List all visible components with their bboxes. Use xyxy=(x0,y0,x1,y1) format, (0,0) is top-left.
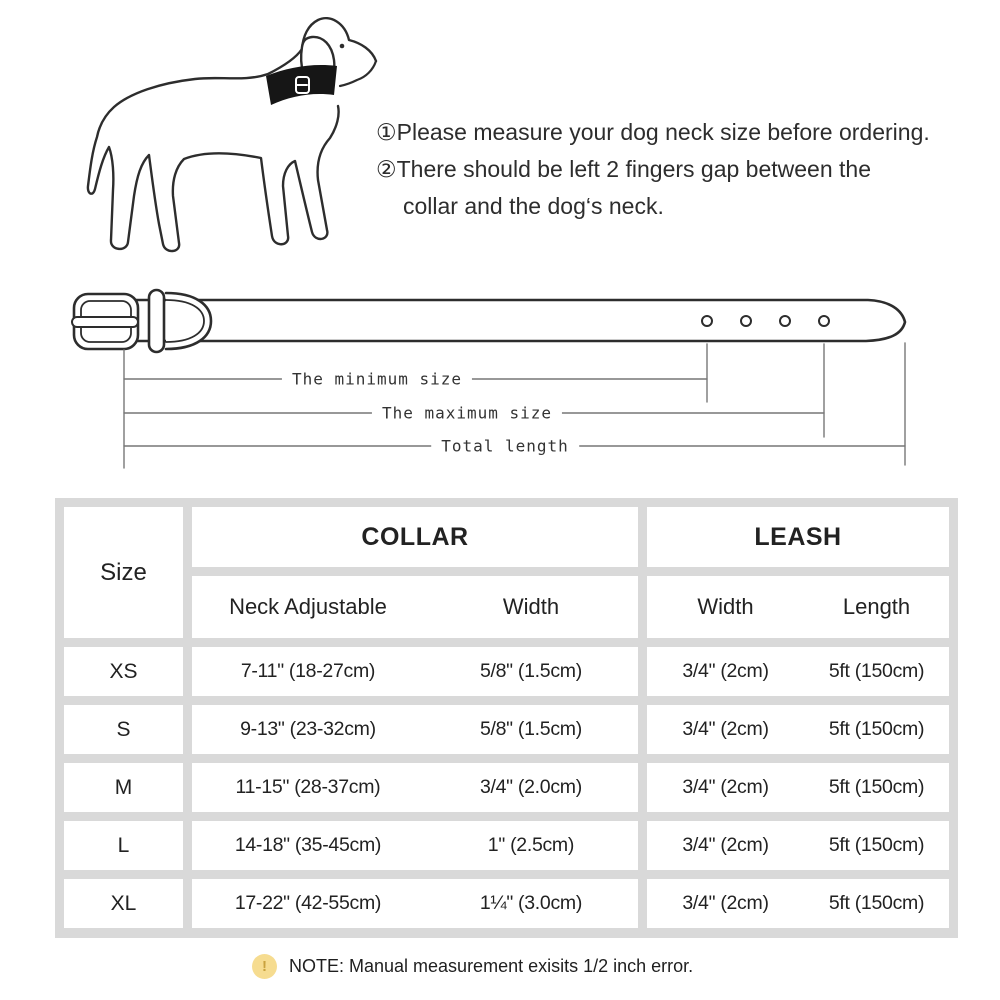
collar-buckle-prong xyxy=(72,317,138,327)
row-l-neck: 14-18" (35-45cm) xyxy=(234,834,382,856)
exclamation-icon: ! xyxy=(252,954,277,979)
subheader-collar xyxy=(192,576,638,638)
label-total-length: Total length xyxy=(431,437,579,456)
subheader-collar-width: Width xyxy=(502,594,560,619)
row-s-leash xyxy=(647,705,949,754)
row-xl-leash-width: 3/4" (2cm) xyxy=(682,892,769,914)
subheader-leash xyxy=(647,576,949,638)
instruction-line-1: ①Please measure your dog neck size before ordering. xyxy=(376,119,930,145)
collar-keeper xyxy=(149,290,164,352)
instruction-line-3: collar and the dog‘s neck. xyxy=(403,193,664,219)
header-leash: LEASH xyxy=(647,507,949,567)
subheader-neck-adjustable: Neck Adjustable xyxy=(229,594,387,619)
row-xs-size: XS xyxy=(64,647,183,696)
row-l-collar xyxy=(192,821,638,870)
instruction-line-2: ②There should be left 2 fingers gap between the xyxy=(376,156,871,182)
dog-collar-holes xyxy=(312,95,329,100)
measurement-note xyxy=(252,951,693,981)
row-m-leash-width: 3/4" (2cm) xyxy=(682,776,769,798)
row-s-leash-length: 5ft (150cm) xyxy=(828,718,925,740)
collar-drawing xyxy=(72,290,905,352)
row-m-neck: 11-15" (28-37cm) xyxy=(235,776,381,798)
row-m-collar-width: 3/4" (2.0cm) xyxy=(479,776,582,798)
row-xl-size: XL xyxy=(64,879,183,928)
row-xl-leash-length: 5ft (150cm) xyxy=(828,892,925,914)
label-maximum-size: The maximum size xyxy=(372,404,562,423)
row-xs-neck: 7-11" (18-27cm) xyxy=(240,660,376,682)
row-xs-leash xyxy=(647,647,949,696)
row-m-collar xyxy=(192,763,638,812)
dog-illustration xyxy=(88,18,376,251)
row-xl-leash xyxy=(647,879,949,928)
row-m-size: M xyxy=(64,763,183,812)
subheader-leash-width: Width xyxy=(697,594,754,619)
row-xl-neck: 17-22" (42-55cm) xyxy=(234,892,382,914)
note-text: NOTE: Manual measurement exisits 1/2 inch error. xyxy=(289,955,694,976)
row-s-leash-width: 3/4" (2cm) xyxy=(682,718,769,740)
row-xs-leash-length: 5ft (150cm) xyxy=(828,660,925,682)
row-xl-collar xyxy=(192,879,638,928)
label-minimum-size: The minimum size xyxy=(282,370,472,389)
row-l-collar-width: 1" (2.5cm) xyxy=(487,834,575,856)
header-collar: COLLAR xyxy=(192,507,638,567)
dog-eye xyxy=(340,44,345,49)
row-m-leash-length: 5ft (150cm) xyxy=(828,776,925,798)
row-l-leash-length: 5ft (150cm) xyxy=(828,834,925,856)
row-l-leash-width: 3/4" (2cm) xyxy=(682,834,769,856)
row-m-leash xyxy=(647,763,949,812)
subheader-leash-length: Length xyxy=(842,594,911,619)
row-xs-collar xyxy=(192,647,638,696)
size-table xyxy=(55,498,958,938)
ordering-instructions xyxy=(376,114,976,225)
row-s-size: S xyxy=(64,705,183,754)
row-xl-collar-width: 1¼" (3.0cm) xyxy=(479,892,583,914)
row-l-size: L xyxy=(64,821,183,870)
header-size: Size xyxy=(64,507,183,638)
row-s-collar-width: 5/8" (1.5cm) xyxy=(479,718,582,740)
row-s-neck: 9-13" (23-32cm) xyxy=(240,718,376,740)
row-xs-leash-width: 3/4" (2cm) xyxy=(682,660,769,682)
row-xs-collar-width: 5/8" (1.5cm) xyxy=(479,660,582,682)
row-s-collar xyxy=(192,705,638,754)
row-l-leash xyxy=(647,821,949,870)
